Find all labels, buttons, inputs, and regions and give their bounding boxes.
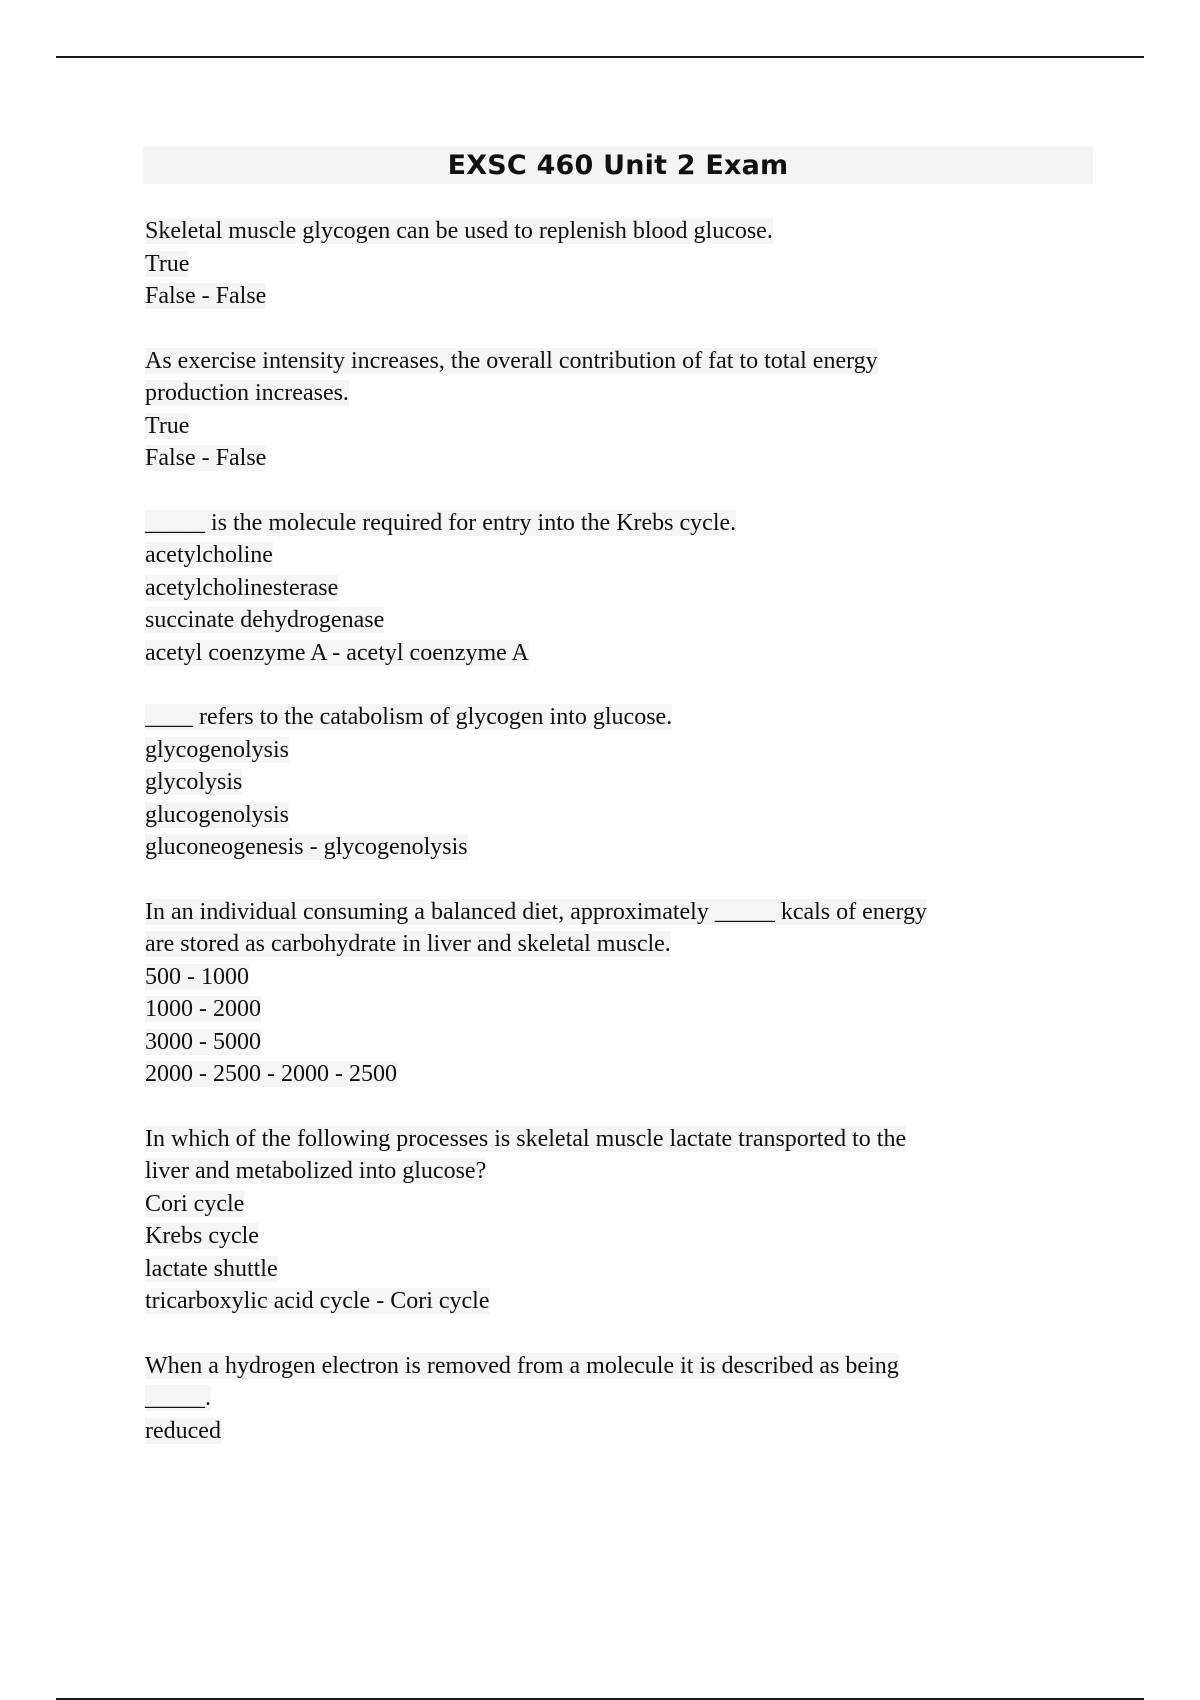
question-stem: As exercise intensity increases, the overall contribution of fat to total energy [145, 347, 878, 374]
answer-option: acetylcholine [145, 542, 273, 568]
question-4 [145, 701, 1075, 864]
question-stem: ____ refers to the catabolism of glycogen into glucose. [145, 704, 673, 730]
answer-option: acetyl coenzyme A - acetyl coenzyme A [145, 639, 529, 666]
question-list [145, 215, 1075, 1479]
question-stem: are stored as carbohydrate in liver and skeletal muscle. [145, 931, 671, 957]
question-7 [145, 1350, 1075, 1448]
question-stem: production increases. [145, 380, 349, 406]
question-stem: Skeletal muscle glycogen can be used to replenish blood glucose. [145, 218, 773, 244]
answer-option: False - False [145, 445, 267, 471]
question-stem: _____. [145, 1385, 211, 1411]
answer-option: True [145, 412, 190, 439]
answer-option: glycogenolysis [145, 736, 289, 763]
page-title: EXSC 460 Unit 2 Exam [447, 149, 789, 181]
answer-option: acetylcholinesterase [145, 574, 339, 601]
answer-option: 1000 - 2000 [145, 996, 261, 1022]
question-6 [145, 1123, 1075, 1318]
title-bar [143, 146, 1093, 184]
answer-option: gluconeogenesis - glycogenolysis [145, 834, 468, 860]
answer-option: 500 - 1000 [145, 963, 249, 990]
question-1 [145, 215, 1075, 313]
answer-option: True [145, 250, 190, 277]
question-stem: liver and metabolized into glucose? [145, 1158, 487, 1184]
question-stem: In an individual consuming a balanced diet, approximately _____ kcals of energy [145, 898, 928, 925]
question-5 [145, 896, 1075, 1091]
answer-option: 2000 - 2500 - 2000 - 2500 [145, 1061, 397, 1087]
answer-option: False - False [145, 283, 267, 309]
answer-option: glycolysis [145, 769, 243, 795]
answer-option: tricarboxylic acid cycle - Cori cycle [145, 1288, 490, 1314]
answer-option: Krebs cycle [145, 1223, 259, 1249]
answer-option: lactate shuttle [145, 1255, 278, 1282]
answer-option: reduced [145, 1417, 221, 1444]
question-stem: _____ is the molecule required for entry into the Krebs cycle. [145, 509, 737, 536]
header-rule [56, 56, 1144, 58]
question-3 [145, 507, 1075, 670]
answer-option: Cori cycle [145, 1190, 245, 1217]
answer-option: succinate dehydrogenase [145, 607, 385, 633]
question-stem: In which of the following processes is skeletal muscle lactate transported to the [145, 1125, 907, 1152]
question-stem: When a hydrogen electron is removed from a molecule it is described as being [145, 1352, 899, 1379]
answer-option: 3000 - 5000 [145, 1028, 261, 1055]
question-2 [145, 345, 1075, 475]
answer-option: glucogenolysis [145, 801, 289, 828]
